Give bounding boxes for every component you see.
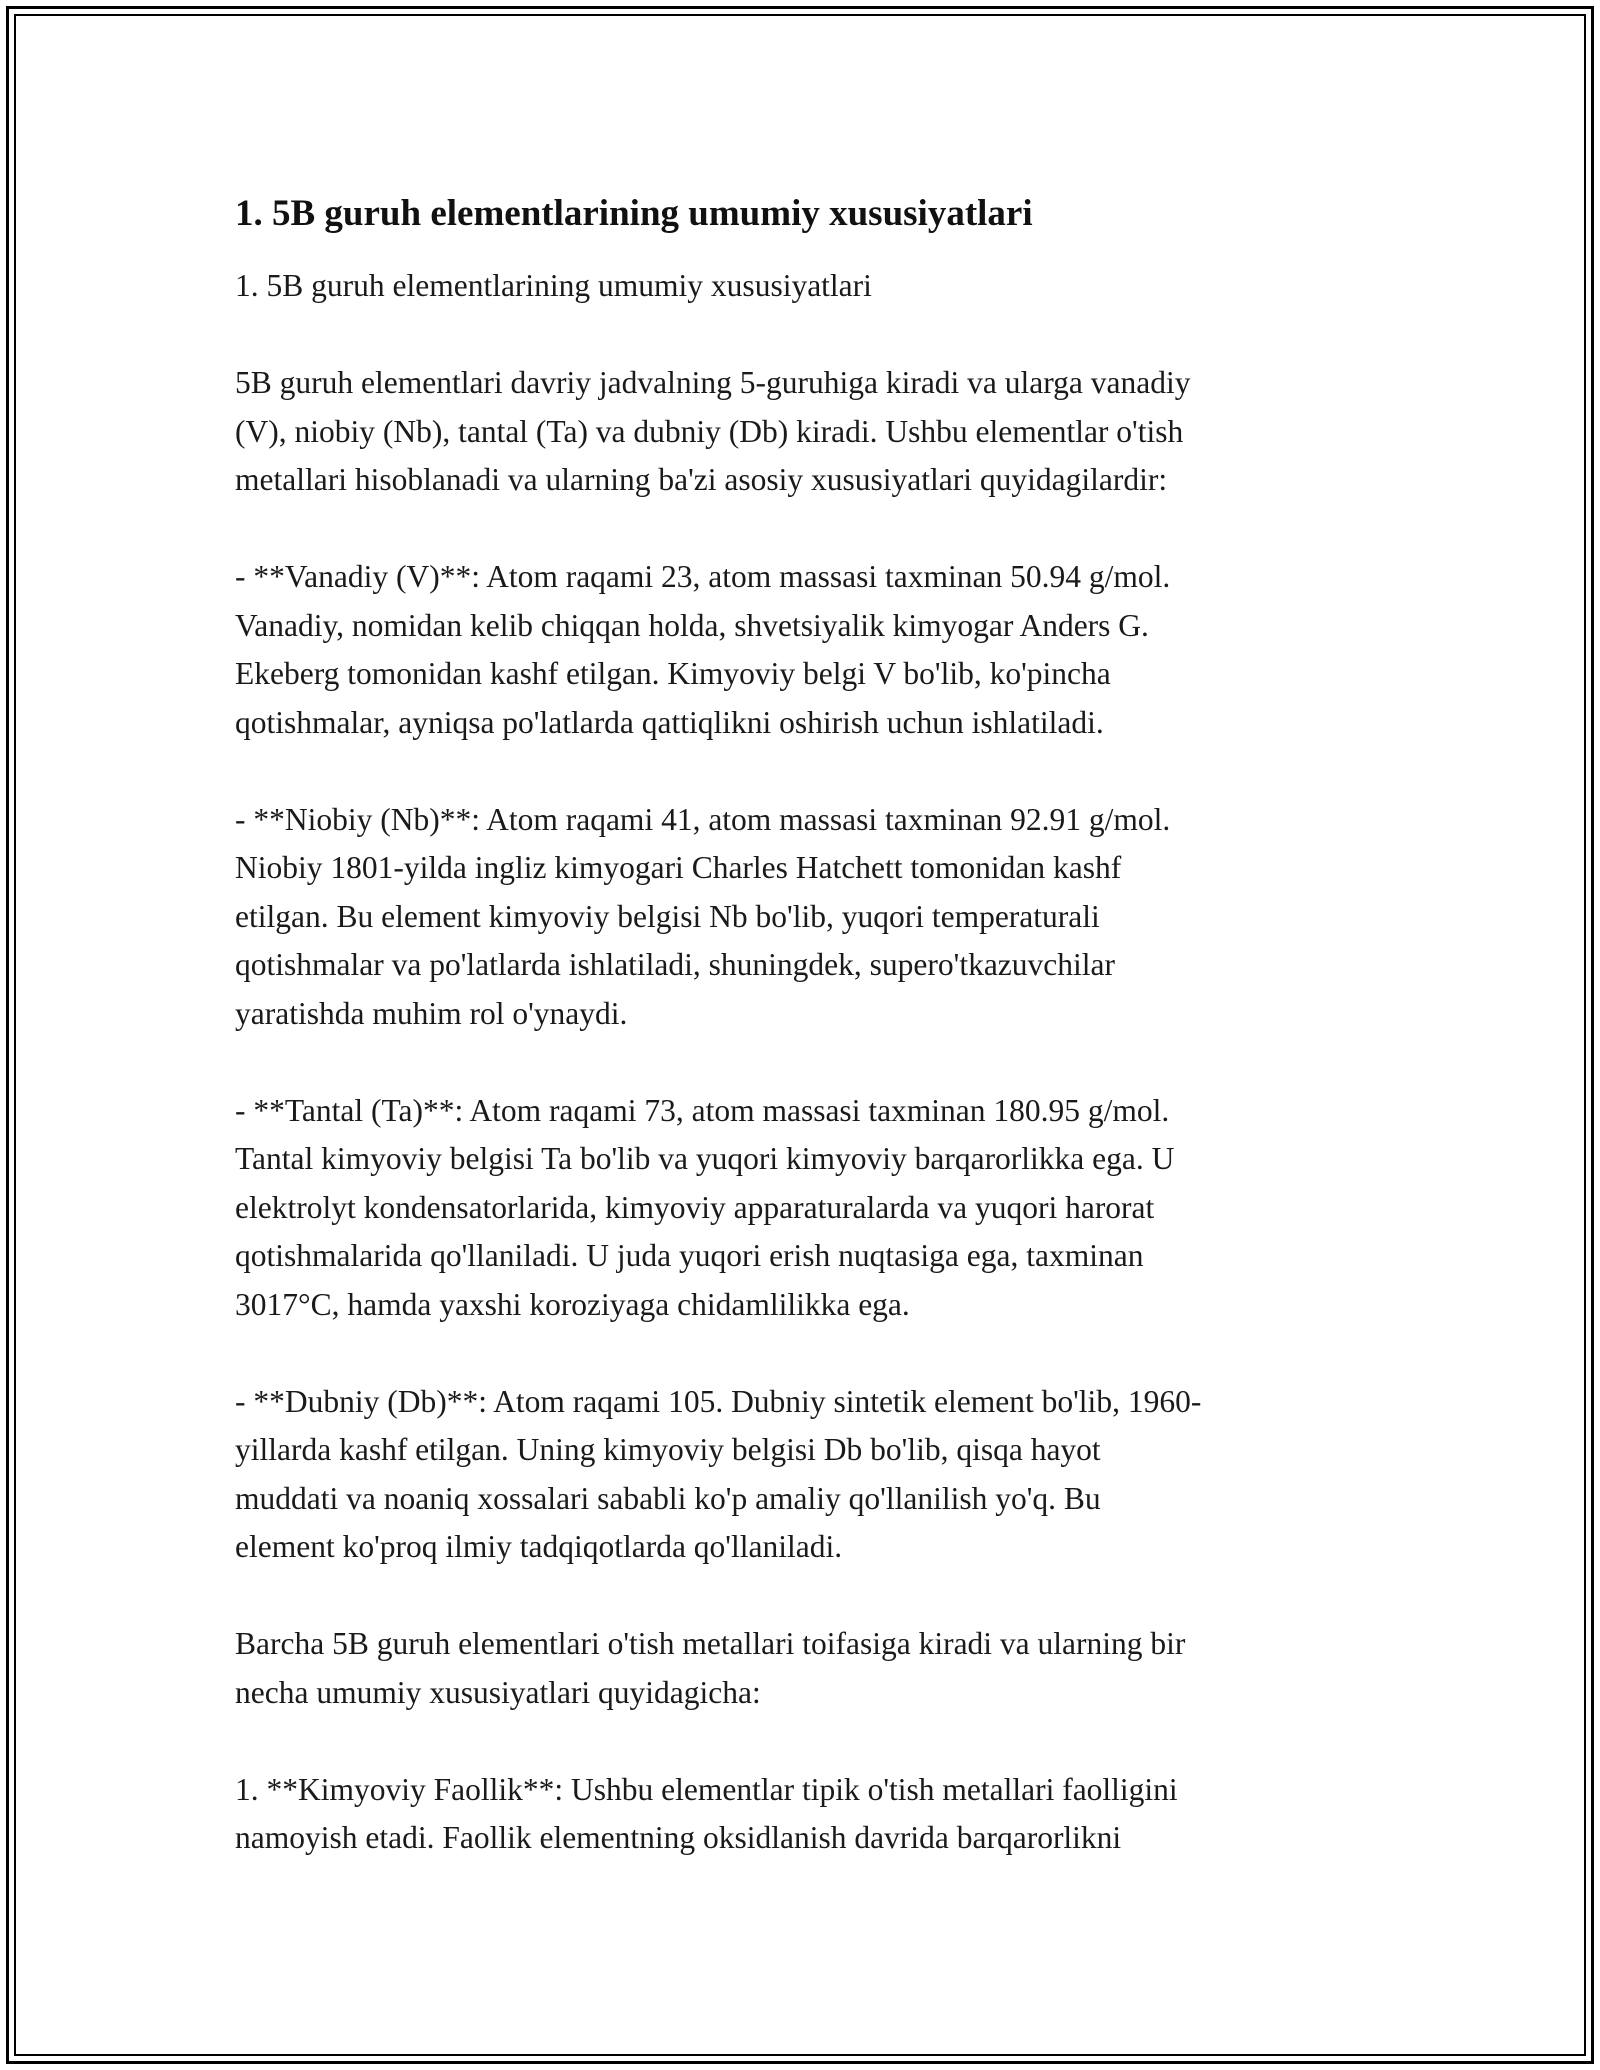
document-content — [235, 188, 1375, 1863]
document-title: 1. 5B guruh elementlarining umumiy xususiyatlari — [235, 193, 1033, 234]
document-body: 1. 5B guruh elementlarining umumiy xususiyatlari 5B guruh elementlari davriy jadvalning 5-guruhiga kiradi va ularga vanadiy (V), niobiy (Nb), tantal (Ta) va dubniy (Db) kiradi. Ushbu elementlar o'tish metallari hisoblanadi va ularning ba'zi asosiy xususiyatlari quyidagilardir: - **Vanadiy (V)**: Atom raqami 23, atom massasi taxminan 50.94 g/mol. Vanadiy, nomidan kelib chiqqan holda, shvetsiyalik kimyogar Anders G. Ekeberg tomonidan kashf etilgan. Kimyoviy belgi V bo'lib, ko'pincha qotishmalar, ayniqsa po'latlarda qattiqlikni oshirish uchun ishlatiladi. - **Niobiy (Nb)**: Atom raqami 41, atom massasi taxminan 92.91 g/mol. Niobiy 1801-yilda ingliz kimyogari Charles Hatchett tomonidan kashf etilgan. Bu element kimyoviy belgisi Nb bo'lib, yuqori temperaturali qotishmalar va po'latlarda ishlatiladi, shuningdek, supero'tkazuvchilar yaratishda muhim rol o'ynaydi. - **Tantal (Ta)**: Atom raqami 73, atom massasi taxminan 180.95 g/mol. Tantal kimyoviy belgisi Ta bo'lib va yuqori kimyoviy barqarorlikka ega. U elektrolyt kondensatorlarida, kimyoviy apparaturalarda va yuqori harorat qotishmalarida qo'llaniladi. U juda yuqori erish nuqtasiga ega, taxminan 3017°C, hamda yaxshi koroziyaga chidamlilikka ega. - **Dubniy (Db)**: Atom raqami 105. Dubniy sintetik element bo'lib, 1960- yillarda kashf etilgan. Uning kimyoviy belgisi Db bo'lib, qisqa hayot muddati va noaniq xossalari sababli ko'p amaliy qo'llanilish yo'q. Bu element ko'proq ilmiy tadqiqotlarda qo'llaniladi. Barcha 5B guruh elementlari o'tish metallari toifasiga kiradi va ularning bir necha umumiy xususiyatlari quyidagicha: 1. **Kimyoviy Faollik**: Ushbu elementlar tipik o'tish metallari faolligini namoyish etadi. Faollik elementning oksidlanish davrida barqarorlikni — [235, 268, 1202, 1855]
